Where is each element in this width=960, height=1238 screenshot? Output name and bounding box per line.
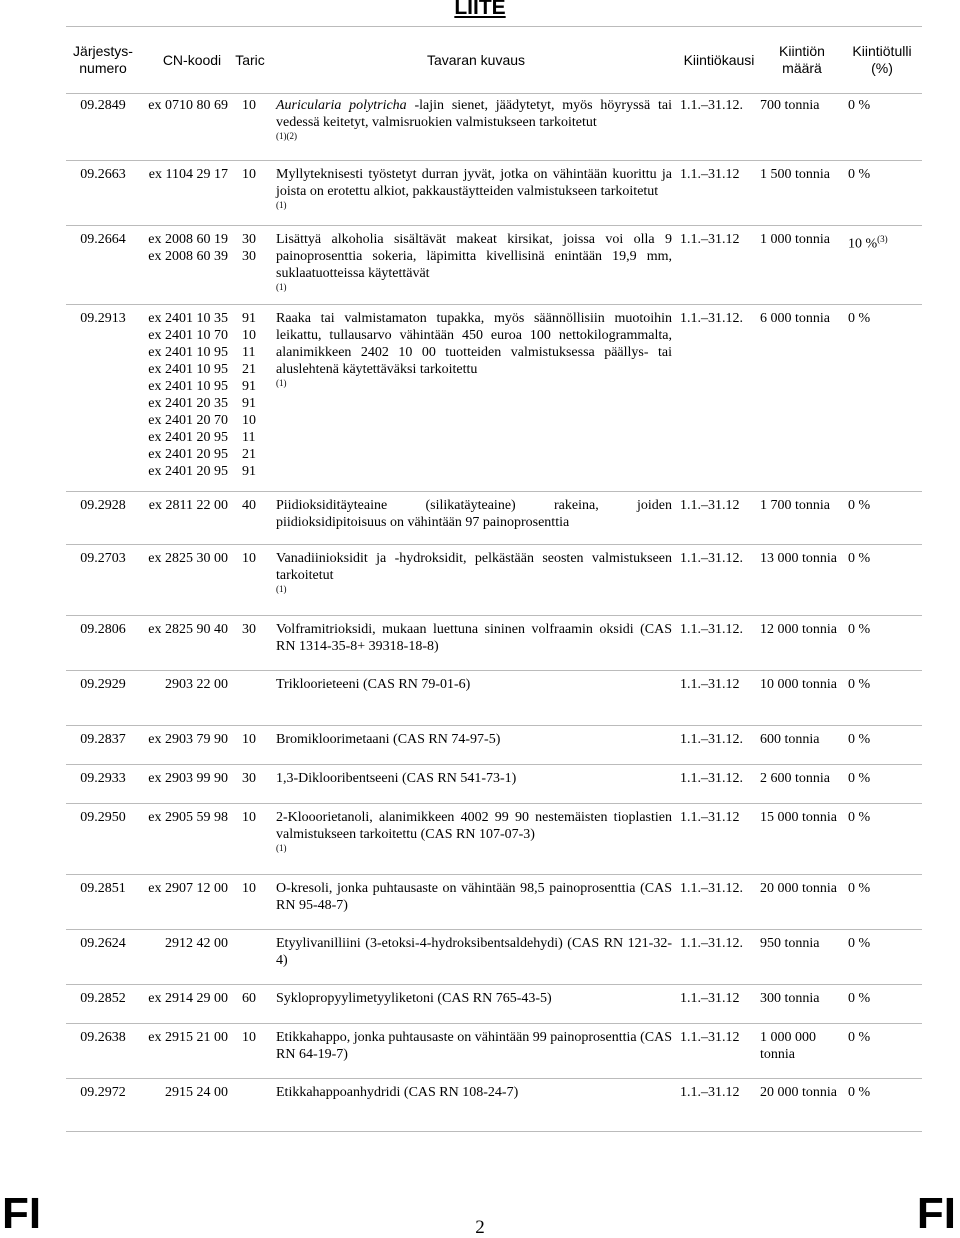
order-number: 09.2806 bbox=[80, 622, 126, 637]
quota-duty bbox=[848, 621, 918, 638]
quota-period: 1.1.–31.12 bbox=[680, 167, 740, 182]
goods-description bbox=[276, 935, 672, 969]
description-text: Myllyteknisesti työstetyt durran jyvät, jotka on vähintään kuorittu ja joista on erotettu alkiot, pakkaustäytteiden valmistukseen tarkoitetut bbox=[276, 167, 672, 199]
quota-period: 1.1.–31.12. bbox=[680, 771, 743, 786]
header-quota-period: Kiintiökausi bbox=[683, 51, 755, 68]
quota-amount: 700 tonnia bbox=[760, 98, 820, 113]
order-number: 09.2837 bbox=[80, 732, 126, 747]
quota-period: 1.1.–31.12. bbox=[680, 551, 743, 566]
taric-codes bbox=[242, 731, 270, 748]
goods-description bbox=[276, 990, 672, 1007]
table-row bbox=[66, 985, 922, 1024]
order-number: 09.2703 bbox=[80, 551, 126, 566]
cn-code: ex 2401 10 70 bbox=[148, 328, 228, 343]
goods-description bbox=[276, 166, 672, 211]
duty-value: 0 % bbox=[848, 167, 871, 182]
duty-value: 0 % bbox=[848, 498, 871, 513]
quota-duty bbox=[848, 990, 918, 1007]
taric-code: 91 bbox=[242, 379, 256, 394]
taric-code: 21 bbox=[242, 447, 256, 462]
cn-code: ex 2008 60 39 bbox=[148, 249, 228, 264]
cn-codes bbox=[140, 497, 228, 514]
goods-description bbox=[276, 676, 672, 693]
taric-codes bbox=[242, 770, 270, 787]
footnote-reference: (1) bbox=[276, 584, 287, 594]
description-text: Vanadiinioksidit ja -hydroksidit, pelkästään seosten valmistukseen tarkoitetut bbox=[276, 551, 672, 583]
table-row bbox=[66, 92, 922, 161]
cn-codes bbox=[140, 97, 228, 114]
footer-language-left: FI bbox=[2, 1189, 42, 1238]
table-row bbox=[66, 545, 922, 616]
description-text: O-kresoli, jonka puhtausaste on vähintään 98,5 painoprosenttia (CAS RN 95-48-7) bbox=[276, 881, 672, 913]
cn-code: ex 2907 12 00 bbox=[148, 881, 228, 896]
taric-code: 10 bbox=[242, 1030, 256, 1045]
taric-code: 60 bbox=[242, 991, 256, 1006]
table-row bbox=[66, 492, 922, 545]
table-row bbox=[66, 930, 922, 985]
taric-code: 10 bbox=[242, 167, 256, 182]
order-number: 09.2851 bbox=[80, 881, 126, 896]
cn-code: ex 2401 20 95 bbox=[148, 464, 228, 479]
table-row bbox=[66, 726, 922, 765]
cn-code: 2915 24 00 bbox=[165, 1085, 228, 1100]
goods-description bbox=[276, 231, 672, 293]
cn-codes bbox=[140, 550, 228, 567]
cn-code: ex 2401 10 95 bbox=[148, 362, 228, 377]
order-number: 09.2933 bbox=[80, 771, 126, 786]
taric-code: 30 bbox=[242, 249, 256, 264]
order-number: 09.2663 bbox=[80, 167, 126, 182]
quota-period: 1.1.–31.12. bbox=[680, 936, 743, 951]
duty-value: 0 % bbox=[848, 732, 871, 747]
quota-amount: 12 000 tonnia bbox=[760, 622, 837, 637]
header-taric: Taric bbox=[235, 51, 265, 68]
taric-code: 30 bbox=[242, 622, 256, 637]
taric-code bbox=[242, 1084, 270, 1101]
order-number: 09.2913 bbox=[80, 311, 126, 326]
cn-code: ex 0710 80 69 bbox=[148, 98, 228, 113]
quota-duty bbox=[848, 676, 918, 693]
table-row bbox=[66, 804, 922, 875]
order-number: 09.2624 bbox=[80, 936, 126, 951]
cn-codes bbox=[140, 1029, 228, 1046]
footnote-reference: (1) bbox=[276, 200, 287, 210]
quota-amount: 600 tonnia bbox=[760, 732, 820, 747]
quota-duty bbox=[848, 880, 918, 897]
taric-code: 11 bbox=[242, 430, 256, 445]
duty-value: 0 % bbox=[848, 771, 871, 786]
table-row bbox=[66, 765, 922, 804]
quota-amount: 1 000 tonnia bbox=[760, 232, 830, 247]
order-number: 09.2849 bbox=[80, 98, 126, 113]
table-row bbox=[66, 305, 922, 492]
description-text: Lisättyä alkoholia sisältävät makeat kirsikat, joissa voi olla 9 painoprosenttia sokeria, läpimitta kivellisinä enintään 19,9 mm, suklaatuotteissa käytettävät bbox=[276, 232, 672, 281]
duty-value: 0 % bbox=[848, 881, 871, 896]
cn-code: ex 2401 20 95 bbox=[148, 447, 228, 462]
quota-duty bbox=[848, 550, 918, 567]
goods-description bbox=[276, 310, 672, 389]
quota-period: 1.1.–31.12. bbox=[680, 98, 743, 113]
taric-codes bbox=[242, 880, 270, 897]
description-text: Trikloorieteeni (CAS RN 79-01-6) bbox=[276, 677, 471, 692]
quota-amount: 2 600 tonnia bbox=[760, 771, 830, 786]
quota-duty bbox=[848, 935, 918, 952]
taric-codes bbox=[242, 550, 270, 567]
quota-duty bbox=[848, 310, 918, 327]
taric-code: 21 bbox=[242, 362, 256, 377]
duty-value: 0 % bbox=[848, 311, 871, 326]
cn-codes bbox=[140, 731, 228, 748]
footnote-reference: (1) bbox=[276, 282, 287, 292]
taric-code: 10 bbox=[242, 413, 256, 428]
taric-codes bbox=[242, 231, 270, 265]
duty-footnote: (3) bbox=[877, 234, 888, 244]
cn-code: ex 2914 29 00 bbox=[148, 991, 228, 1006]
cn-code: 2912 42 00 bbox=[165, 936, 228, 951]
taric-codes bbox=[242, 809, 270, 826]
quota-amount: 6 000 tonnia bbox=[760, 311, 830, 326]
description-text: -lajin sienet, jäädytetyt, myös höyryssä tai vedessä keitetyt, valmisruokien valmistukseen tarkoitetut bbox=[276, 98, 672, 130]
description-text: Piidioksiditäyteaine (silikatäyteaine) rakeina, joiden piidioksidipitoisuus on vähintään 97 painoprosenttia bbox=[276, 498, 672, 530]
quota-amount: 1 500 tonnia bbox=[760, 167, 830, 182]
quota-period: 1.1.–31.12. bbox=[680, 311, 743, 326]
cn-code: ex 2905 59 98 bbox=[148, 810, 228, 825]
description-text: Etyylivanilliini (3-etoksi-4-hydroksibentsaldehydi) (CAS RN 121-32-4) bbox=[276, 936, 672, 968]
taric-code: 10 bbox=[242, 810, 256, 825]
table-row bbox=[66, 161, 922, 226]
goods-description bbox=[276, 809, 672, 854]
table-header bbox=[66, 26, 922, 94]
goods-description bbox=[276, 1084, 672, 1101]
taric-codes bbox=[242, 990, 270, 1007]
quota-amount: 15 000 tonnia bbox=[760, 810, 837, 825]
description-text: 2-Klooorietanoli, alanimikkeen 4002 99 90 nestemäisten tioplastien valmistukseen tarkoitettu (CAS RN 107-07-3) bbox=[276, 810, 672, 842]
cn-codes bbox=[140, 310, 228, 480]
duty-value: 0 % bbox=[848, 1085, 871, 1100]
quota-period: 1.1.–31.12 bbox=[680, 677, 740, 692]
taric-code bbox=[242, 676, 270, 693]
footnote-reference: (1) bbox=[276, 843, 287, 853]
taric-code: 30 bbox=[242, 771, 256, 786]
cn-codes bbox=[140, 621, 228, 638]
taric-code: 10 bbox=[242, 732, 256, 747]
description-text: Etikkahappo, jonka puhtausaste on vähintään 99 painoprosenttia (CAS RN 64-19-7) bbox=[276, 1030, 672, 1062]
table-row bbox=[66, 671, 922, 726]
duty-value: 0 % bbox=[848, 1030, 871, 1045]
quota-amount: 950 tonnia bbox=[760, 936, 820, 951]
quota-amount: 300 tonnia bbox=[760, 991, 820, 1006]
duty-value: 0 % bbox=[848, 622, 871, 637]
cn-code: ex 2401 10 95 bbox=[148, 379, 228, 394]
quota-duty bbox=[848, 731, 918, 748]
taric-codes bbox=[242, 1084, 270, 1101]
quota-duty bbox=[848, 97, 918, 114]
table-row bbox=[66, 1024, 922, 1079]
page-title: LIITE bbox=[454, 0, 506, 19]
cn-code: ex 2401 20 70 bbox=[148, 413, 228, 428]
table-row bbox=[66, 226, 922, 305]
goods-description bbox=[276, 97, 672, 142]
header-number: Järjestys-numero bbox=[73, 43, 133, 76]
taric-code: 11 bbox=[242, 345, 256, 360]
footnote-reference: (1)(2) bbox=[276, 131, 297, 141]
description-text: 1,3-Diklooribentseeni (CAS RN 541-73-1) bbox=[276, 771, 517, 786]
order-number: 09.2638 bbox=[80, 1030, 126, 1045]
duty-value: 0 % bbox=[848, 991, 871, 1006]
taric-codes bbox=[242, 166, 270, 183]
duty-value: 0 % bbox=[848, 810, 871, 825]
cn-codes bbox=[140, 231, 228, 265]
cn-code: ex 2903 79 90 bbox=[148, 732, 228, 747]
cn-code: ex 2915 21 00 bbox=[148, 1030, 228, 1045]
description-text: Etikkahappoanhydridi (CAS RN 108-24-7) bbox=[276, 1085, 519, 1100]
order-number: 09.2950 bbox=[80, 810, 126, 825]
duty-value: 0 % bbox=[848, 936, 871, 951]
footnote-reference: (1) bbox=[276, 378, 287, 388]
description-text: Syklopropyylimetyyliketoni (CAS RN 765-43-5) bbox=[276, 991, 552, 1006]
taric-codes bbox=[242, 497, 270, 514]
taric-code: 91 bbox=[242, 396, 256, 411]
goods-description bbox=[276, 497, 672, 531]
quota-period: 1.1.–31.12 bbox=[680, 1085, 740, 1100]
cn-code: ex 2008 60 19 bbox=[148, 232, 228, 247]
header-cn-code: CN-koodi bbox=[162, 51, 222, 68]
quota-period: 1.1.–31.12 bbox=[680, 498, 740, 513]
quota-duty bbox=[848, 497, 918, 514]
table-row bbox=[66, 616, 922, 671]
quota-duty bbox=[848, 1084, 918, 1101]
description-text: Volframitrioksidi, mukaan luettuna sininen volfraamin oksidi (CAS RN 1314-35-8+ 39318-18-8) bbox=[276, 622, 672, 654]
order-number: 09.2928 bbox=[80, 498, 126, 513]
taric-codes bbox=[242, 97, 270, 114]
cn-codes bbox=[140, 990, 228, 1007]
cn-codes bbox=[140, 1084, 228, 1101]
table-row bbox=[66, 875, 922, 930]
cn-codes bbox=[140, 935, 228, 952]
cn-code: ex 1104 29 17 bbox=[148, 167, 228, 182]
table-row bbox=[66, 1079, 922, 1132]
duty-value: 0 % bbox=[848, 677, 871, 692]
cn-code: ex 2903 99 90 bbox=[148, 771, 228, 786]
cn-codes bbox=[140, 809, 228, 826]
quota-amount: 13 000 tonnia bbox=[760, 551, 837, 566]
taric-code: 10 bbox=[242, 98, 256, 113]
cn-code: ex 2811 22 00 bbox=[148, 498, 228, 513]
cn-code: ex 2401 20 95 bbox=[148, 430, 228, 445]
goods-description bbox=[276, 1029, 672, 1063]
quota-period: 1.1.–31.12 bbox=[680, 232, 740, 247]
taric-code: 91 bbox=[242, 311, 256, 326]
cn-code: ex 2401 10 95 bbox=[148, 345, 228, 360]
quota-period: 1.1.–31.12 bbox=[680, 1030, 740, 1045]
cn-codes bbox=[140, 880, 228, 897]
goods-description bbox=[276, 731, 672, 748]
quota-amount: 1 700 tonnia bbox=[760, 498, 830, 513]
quota-duty bbox=[848, 809, 918, 826]
header-quota-amount: Kiintiön määrä bbox=[779, 43, 825, 76]
taric-code bbox=[242, 935, 270, 952]
quota-period: 1.1.–31.12 bbox=[680, 810, 740, 825]
order-number: 09.2852 bbox=[80, 991, 126, 1006]
description-italic-text: Auricularia polytricha bbox=[276, 98, 407, 113]
cn-code: ex 2401 20 35 bbox=[148, 396, 228, 411]
order-number: 09.2664 bbox=[80, 232, 126, 247]
header-quota-duty: Kiintiötulli (%) bbox=[852, 43, 912, 76]
quota-period: 1.1.–31.12. bbox=[680, 881, 743, 896]
cn-codes bbox=[140, 770, 228, 787]
cn-code: 2903 22 00 bbox=[165, 677, 228, 692]
quota-table-body bbox=[66, 92, 922, 1132]
quota-duty bbox=[848, 166, 918, 183]
cn-code: ex 2825 90 40 bbox=[148, 622, 228, 637]
quota-amount: 20 000 tonnia bbox=[760, 1085, 837, 1100]
page-number: 2 bbox=[475, 1217, 485, 1238]
duty-value: 0 % bbox=[848, 98, 871, 113]
taric-codes bbox=[242, 1029, 270, 1046]
footer-language-right: FI bbox=[916, 1189, 956, 1238]
cn-code: ex 2401 10 35 bbox=[148, 311, 228, 326]
description-text: Bromikloorimetaani (CAS RN 74-97-5) bbox=[276, 732, 501, 747]
goods-description bbox=[276, 880, 672, 914]
taric-code: 30 bbox=[242, 232, 256, 247]
cn-codes bbox=[140, 166, 228, 183]
quota-duty bbox=[848, 231, 918, 253]
quota-duty bbox=[848, 1029, 918, 1046]
taric-code: 10 bbox=[242, 551, 256, 566]
goods-description bbox=[276, 770, 672, 787]
order-number: 09.2972 bbox=[80, 1085, 126, 1100]
duty-value: 10 % bbox=[848, 236, 878, 252]
taric-code: 91 bbox=[242, 464, 256, 479]
taric-code: 10 bbox=[242, 328, 256, 343]
duty-value: 0 % bbox=[848, 551, 871, 566]
taric-codes bbox=[242, 935, 270, 952]
taric-codes bbox=[242, 676, 270, 693]
header-description: Tavaran kuvaus bbox=[426, 51, 526, 68]
taric-codes bbox=[242, 310, 270, 480]
quota-period: 1.1.–31.12 bbox=[680, 991, 740, 1006]
taric-code: 40 bbox=[242, 498, 256, 513]
description-text: Raaka tai valmistamaton tupakka, myös säännöllisiin muotoihin leikattu, tullausarvo vähintään 450 euroa 100 nettokilogrammalta, alanimikkeen 2402 10 00 tuotteiden valmistuksessa päällys- tai aluslehtenä käytettäväksi tarkoitettu bbox=[276, 311, 672, 377]
order-number: 09.2929 bbox=[80, 677, 126, 692]
quota-amount: 10 000 tonnia bbox=[760, 677, 837, 692]
quota-period: 1.1.–31.12. bbox=[680, 622, 743, 637]
quota-amount: 1 000 000 tonnia bbox=[760, 1030, 816, 1062]
quota-period: 1.1.–31.12. bbox=[680, 732, 743, 747]
goods-description bbox=[276, 621, 672, 655]
goods-description bbox=[276, 550, 672, 595]
taric-code: 10 bbox=[242, 881, 256, 896]
quota-duty bbox=[848, 770, 918, 787]
cn-codes bbox=[140, 676, 228, 693]
cn-code: ex 2825 30 00 bbox=[148, 551, 228, 566]
quota-amount: 20 000 tonnia bbox=[760, 881, 837, 896]
taric-codes bbox=[242, 621, 270, 638]
